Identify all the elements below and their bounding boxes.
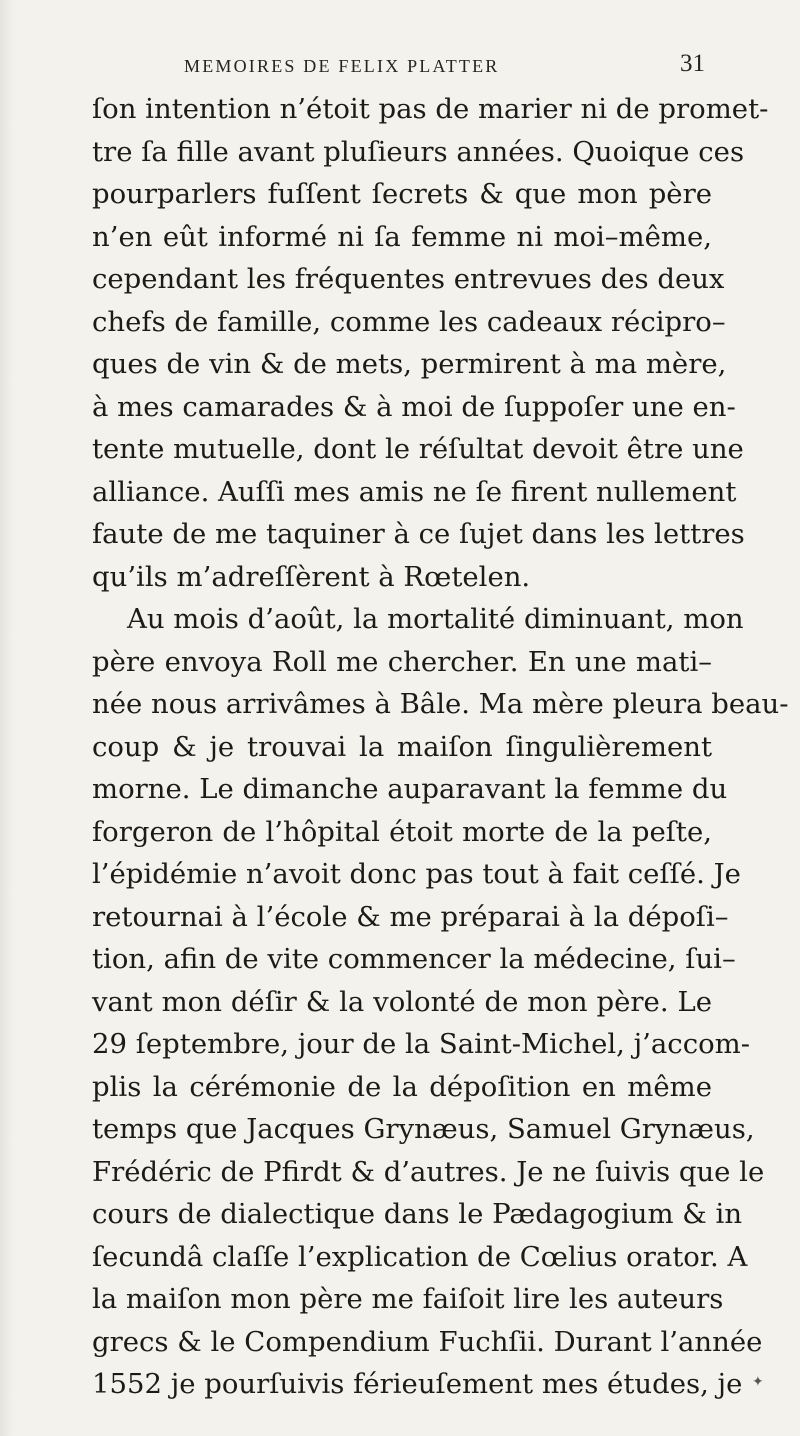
text-line: plis la cérémonie de la dépoſition en même: [92, 1070, 712, 1103]
text-line: ques de vin & de mets, permirent à ma mère,: [92, 348, 727, 380]
text-line: Frédéric de Pfirdt & d’autres. Je ne ſuivis que le: [92, 1155, 765, 1188]
text-line: n’en eût informé ni ſa femme ni moi–même,: [92, 220, 712, 253]
text-line: à mes camarades & à moi de ſuppoſer une en-: [92, 390, 736, 423]
page-gutter-shadow: [0, 0, 14, 1436]
paragraph-end-line: qu’ils m’adreſſèrent à Rœtelen.: [92, 560, 531, 593]
text-line: coup & je trouvai la maiſon ſingulièrement: [92, 730, 712, 763]
text-line: cours de dialectique dans le Pædagogium & in: [92, 1198, 743, 1230]
text-line: morne. Le dimanche auparavant la femme du: [92, 773, 728, 805]
text-line: faute de me taquiner à ce ſujet dans les lettres: [92, 518, 745, 550]
body-text: [92, 88, 789, 1406]
text-line: temps que Jacques Grynæus, Samuel Grynæus,: [92, 1113, 755, 1145]
text-line: née nous arrivâmes à Bâle. Ma mère pleura beau-: [92, 688, 789, 720]
text-line: cependant les fréquentes entrevues des deux: [92, 263, 725, 295]
text-line: forgeron de l’hôpital étoit morte de la peſte,: [92, 815, 712, 848]
printers-mark-icon: ✦: [752, 1374, 764, 1390]
text-line: la maiſon mon père me faiſoit lire les auteurs: [92, 1283, 724, 1315]
text-line: père envoya Roll me chercher. En une mati–: [92, 645, 712, 678]
text-line: ſon intention n’étoit pas de marier ni de promet-: [92, 93, 769, 125]
running-title: MEMOIRES DE FELIX PLATTER: [184, 56, 500, 76]
text-line: grecs & le Compendium Fuchſii. Durant l’année: [92, 1325, 763, 1358]
page-header: [160, 50, 705, 84]
text-line: 29 ſeptembre, jour de la Saint-Michel, j’accom-: [92, 1028, 751, 1060]
text-line: tente mutuelle, dont le réſultat devoit être une: [92, 433, 744, 465]
text-line: tre ſa fille avant pluſieurs années. Quoique ces: [92, 135, 745, 168]
text-line: tion, afin de vite commencer la médecine, ſui–: [92, 943, 736, 975]
paragraph-start-line: Au mois d’août, la mortalité diminuant, mon: [127, 603, 744, 635]
text-line: alliance. Auſſi mes amis ne ſe firent nullement: [92, 475, 737, 508]
text-line: 1552 je pourſuivis férieuſement mes études, je: [92, 1368, 743, 1400]
text-line: pourparlers fuſſent ſecrets & que mon père: [92, 178, 712, 210]
text-line: vant mon déſir & la volonté de mon père. Le: [92, 985, 712, 1018]
text-line: ſecundâ claſſe l’explication de Cœlius orator. A: [92, 1240, 748, 1273]
text-line: retournai à l’école & me préparai à la dépoſi–: [92, 900, 729, 933]
page-number: 31: [680, 50, 705, 77]
text-line: l’épidémie n’avoit donc pas tout à fait ceſſé. Je: [92, 858, 741, 890]
text-line: chefs de famille, comme les cadeaux récipro–: [92, 305, 726, 338]
